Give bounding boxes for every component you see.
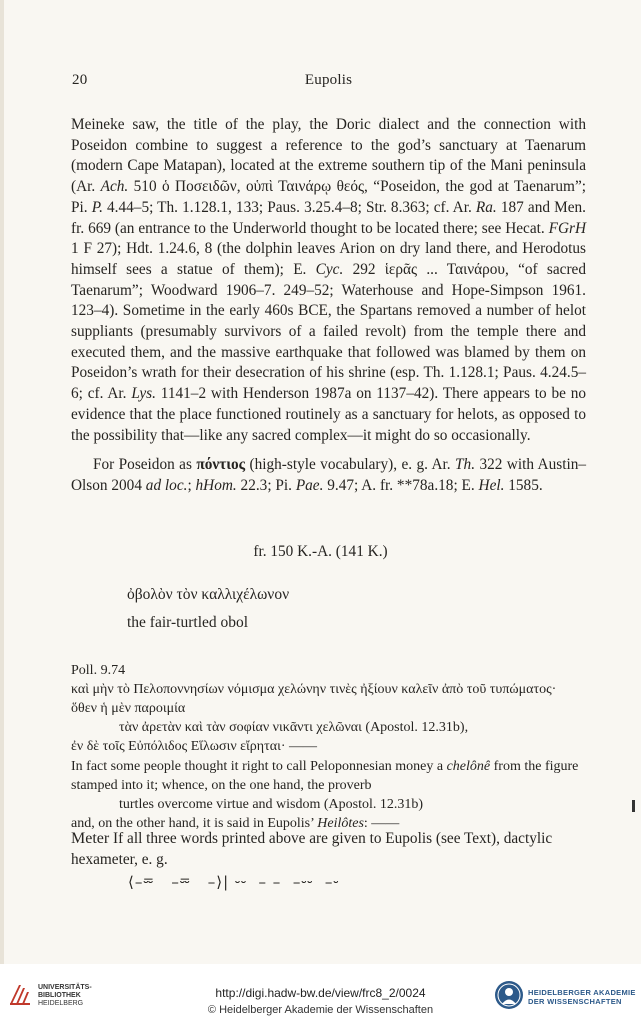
academy-name[interactable] [528,988,636,1006]
text-run: Hel. [478,476,505,494]
text-run: ad loc. [145,476,188,494]
metrical-scheme: ⟨–⏔ –⏔ –⟩| ⏑⏑ – – –⏑⏑ –⏑ [128,873,340,891]
text-run: 292 ἱερᾶς ... Ταινάρου, “of sacred Taenarum”; Woodward 1906–7. 249–52; Waterhouse and Hope-Simpson 1961. 123–4). Sometime in the early 460s BCE, the Spartans removed a number of helot suppliants (presumably survivors of a failed revolt) from the temple there and executed them, and the massive earthquake that followed was blamed by them on Poseidon’s wrath for their desecration of his shrine (esp. Th. 1.128.1; Paus. 4.24.5–6; cf. Ar. [71,260,586,403]
academy-line: DER WISSENSCHAFTEN [528,997,622,1006]
text-run: (high-style vocabulary), e. g. Ar. [245,456,456,473]
translation-proverb: turtles overcome virtue and wisdom (Apostol. 12.31b) [119,797,424,812]
text-run: 322 with Austin–Olson 2004 [71,456,586,494]
text-run: Pae. [295,476,324,494]
text-run: 1585. [504,476,543,494]
source-greek-line: ὅθεν ἡ μὲν παροιμία [71,701,186,716]
text-run: chelônê [446,759,491,774]
commentary-paragraph-1 [71,115,586,446]
text-run: 510 ὁ Ποσειδῶν, οὑπὶ Ταινάρῳ θεός, “Poseidon, the god at Taenarum”; Pi. [71,178,586,216]
source-citation-block [71,661,586,756]
library-line: UNIVERSITÄTS- [38,984,92,991]
text-run: 1 F 27); Hdt. 1.24.6, 8 (the dolphin leaves Arion on dry land there, and Herodotus himself sees a statue of them); E. [71,240,586,278]
text-run: and, on the other hand, it is said in Eupolis’ [71,816,318,831]
page-url-link[interactable]: http://digi.hadw-bw.de/view/frc8_2/0024 [215,986,426,1000]
source-citation: Poll. 9.74 [71,663,126,678]
source-greek-proverb: τὰν ἀρετὰν καὶ τὰν σοφίαν νικᾶντι χελῶναι (Apostol. 12.31b), [119,720,469,735]
source-greek-line: καὶ μὴν τὸ Πελοποννησίων νόμισμα χελώνην τινὲς ἠξίουν καλεῖν ἀπὸ τοῦ τυπώματος· [71,682,557,697]
text-run: 22.3; Pi. [236,476,296,494]
commentary-paragraph-2 [71,455,586,496]
meter-label: Meter [71,830,110,847]
text-run: 9.47; A. fr. **78a.18; E. [323,476,479,494]
academy-line: HEIDELBERGER AKADEMIE [528,988,636,997]
meter-text: If all three words printed above are given to Eupolis (see Text), dactylic hexameter, e. g. [71,830,553,868]
text-run: Th. [455,456,476,473]
margin-mark [632,800,635,812]
text-run: 1141–2 with Henderson 1987a on 1137–42). There appears to be no evidence that the place functioned routinely as a sanctuary for helots, as opposed to the possibility that—like any sacred complex—it might do so occasionally. [71,385,586,444]
source-translation-block [71,757,586,833]
text-run: 187 and Men. fr. 669 (an entrance to the Underworld thought to be located there; see Hecat. [71,198,586,237]
fragment-greek-text: ὀβολὸν τὸν καλλιχέλωνον [127,586,290,603]
text-run: Meineke saw, the title of the play, the Doric dialect and the connection with Poseidon combine to suggest a reference to the god’s sanctuary at Taenarum (modern Cape Matapan), located at the extreme southern tip of the Mani peninsula (Ar. [71,116,586,196]
library-line: HEIDELBERG [38,1000,84,1007]
library-line: BIBLIOTHEK [38,992,81,999]
copyright-notice: © Heidelberger Akademie der Wissenschaften [207,1004,434,1016]
viewer-footer [0,964,641,1022]
source-greek-line: ἐν δὲ τοῖς Εὐπόλιδος Εἵλωσιν εἴρηται· —— [71,739,318,754]
text-run: P. [91,198,103,216]
fragment-heading [0,543,641,561]
text-run: Cyc. [315,260,344,278]
greek-bold-word: πόντιος [196,456,246,473]
text-run: In fact some people thought it right to call Peloponnesian money a [71,759,447,774]
fragment-label: fr. 150 K.-A. [253,543,332,560]
running-head: Eupolis [304,72,353,88]
academy-seal-icon[interactable] [494,980,524,1010]
text-run: from the figure stamped into it; whence, on the one hand, the proverb [71,759,579,793]
text-run: For Poseidon as [93,456,197,473]
text-run: : —— [363,816,400,831]
text-run: Ach. [100,178,129,196]
text-run: Ra. [475,198,497,216]
fragment-english-text: the fair-turtled obol [127,614,249,631]
page-edge [0,0,4,964]
text-run: FGrH [548,219,586,237]
text-run: ; [187,476,196,494]
fragment-old-number: (141 K.) [335,543,388,560]
meter-section [71,829,586,870]
page-number: 20 [72,72,88,88]
text-run: 4.44–5; Th. 1.128.1, 133; Paus. 3.25.4–8; Str. 8.363; cf. Ar. [102,198,476,216]
text-run: Lys. [131,385,156,403]
text-run: Heilôtes [317,816,364,831]
text-run: hHom. [195,476,237,494]
